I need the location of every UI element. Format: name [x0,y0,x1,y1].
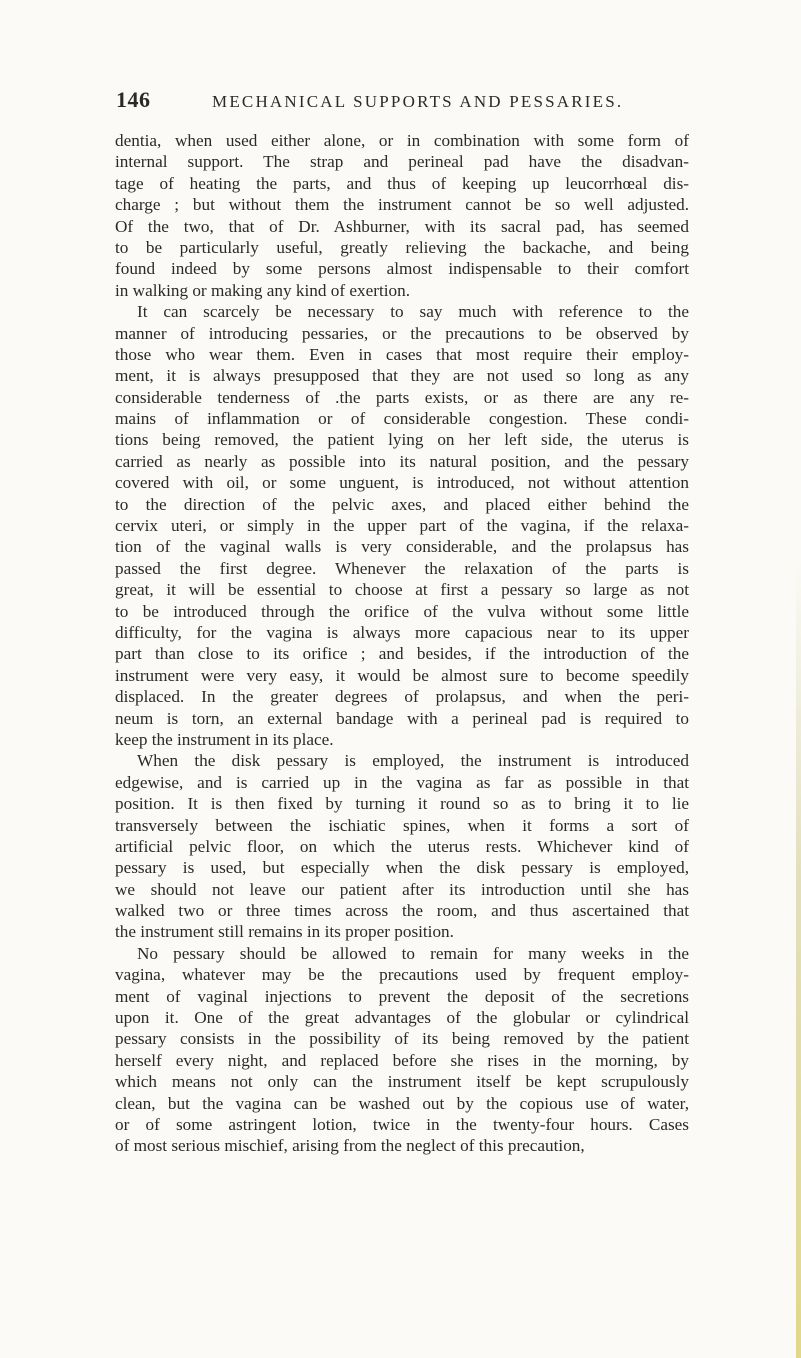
text-line: tion of the vaginal walls is very considerable, and the prolapsus has [115,537,689,557]
text-line: instrument were very easy, it would be almost sure to become speedily [115,665,689,685]
body-text [115,130,689,1157]
text-line: to the direction of the pelvic axes, and placed either behind the [115,494,689,514]
text-line: manner of introducing pessaries, or the precautions to be observed by [115,323,689,343]
text-line: clean, but the vagina can be washed out by the copious use of water, [115,1093,689,1113]
text-line: displaced. In the greater degrees of prolapsus, and when the peri- [115,687,689,707]
page-edge-stain [796,560,801,1358]
text-line: covered with oil, or some unguent, is introduced, not without attention [115,473,689,493]
chapter-title: MECHANICAL SUPPORTS AND PESSARIES. [212,92,624,111]
text-line: tage of heating the parts, and thus of keeping up leucorrhœal dis- [115,173,689,193]
text-line: considerable tenderness of .the parts exists, or as there are any re- [115,387,689,407]
text-line: to be particularly useful, greatly relieving the backache, and being [115,237,689,257]
text-line: keep the instrument in its place. [115,729,334,749]
text-line: charge ; but without them the instrument cannot be so well adjusted. [115,195,689,215]
running-head [116,87,676,115]
text-line: walked two or three times across the room, and thus ascertained that [115,901,689,921]
text-line: cervix uteri, or simply in the upper part of the vagina, if the relaxa- [115,516,689,536]
text-line: tions being removed, the patient lying on her left side, the uterus is [115,430,689,450]
text-line: Of the two, that of Dr. Ashburner, with its sacral pad, has seemed [115,216,689,236]
text-line: upon it. One of the great advantages of the globular or cylindrical [115,1008,689,1028]
text-line: in walking or making any kind of exertion. [115,280,410,300]
text-line: those who wear them. Even in cases that most require their employ- [115,344,689,364]
text-line: mains of inflammation or of considerable congestion. These condi- [115,409,689,429]
text-line: position. It is then fixed by turning it round so as to bring it to lie [115,794,689,814]
text-line: pessary is used, but especially when the disk pessary is employed, [115,858,689,878]
text-line: edgewise, and is carried up in the vagina as far as possible in that [115,772,689,792]
page-number: 146 [116,87,151,112]
text-line: ment, it is always presupposed that they are not used so long as any [115,366,689,386]
text-line: to be introduced through the orifice of the vulva without some little [115,601,689,621]
text-line: When the disk pessary is employed, the instrument is introduced [137,751,689,771]
text-line: artificial pelvic floor, on which the uterus rests. Whichever kind of [115,836,689,856]
text-line: part than close to its orifice ; and besides, if the introduction of the [115,644,689,664]
text-line: the instrument still remains in its proper position. [115,922,454,942]
text-line: found indeed by some persons almost indispensable to their comfort [115,259,689,279]
text-line: neum is torn, an external bandage with a perineal pad is required to [115,708,689,728]
text-line: we should not leave our patient after its introduction until she has [115,879,689,899]
text-line: herself every night, and replaced before she rises in the morning, by [115,1050,689,1070]
text-line: ment of vaginal injections to prevent the deposit of the secretions [115,986,689,1006]
text-line: pessary consists in the possibility of its being removed by the patient [115,1029,689,1049]
text-line: dentia, when used either alone, or in combination with some form of [115,131,689,150]
text-line: No pessary should be allowed to remain for many weeks in the [137,943,689,963]
text-line: or of some astringent lotion, twice in the twenty-four hours. Cases [115,1114,689,1134]
text-line: passed the first degree. Whenever the relaxation of the parts is [115,558,689,578]
text-line: carried as nearly as possible into its natural position, and the pessary [115,451,689,471]
text-line: which means not only can the instrument itself be kept scrupulously [115,1072,689,1092]
text-line: internal support. The strap and perineal pad have the disadvan- [115,152,689,172]
text-line: It can scarcely be necessary to say much with reference to the [137,302,689,322]
text-line: of most serious mischief, arising from the neglect of this precaution, [115,1136,585,1156]
text-line: transversely between the ischiatic spines, when it forms a sort of [115,815,689,835]
text-line: vagina, whatever may be the precautions used by frequent employ- [115,965,689,985]
text-line: difficulty, for the vagina is always more capacious near to its upper [115,622,689,642]
text-line: great, it will be essential to choose at first a pessary so large as not [115,580,689,600]
